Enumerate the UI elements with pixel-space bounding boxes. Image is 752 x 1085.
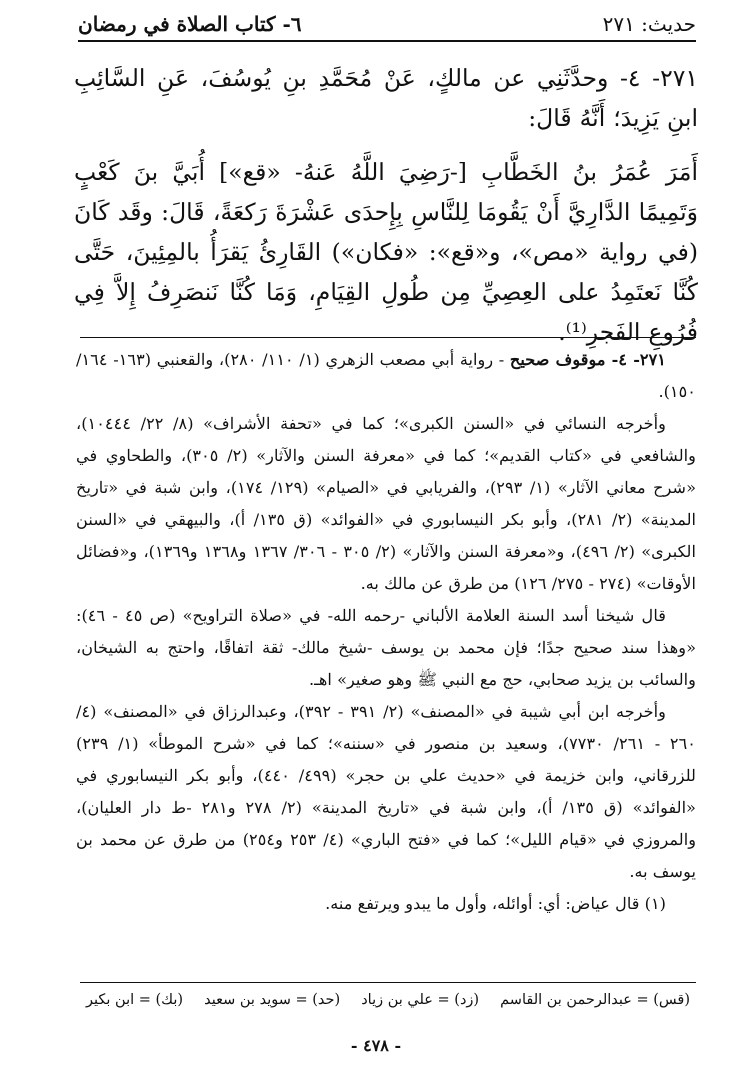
chapter-title: ٦- كتاب الصلاة في رمضان [78, 12, 302, 36]
note-albani-quote: قال شيخنا أسد السنة العلامة الألباني -رحمه الله- في «صلاة التراويح» (ص ٤٥ - ٤٦): «وهذا سند صحيح جدًا؛ فإن محمد بن يوسف -شيخ مالك- ثقة اتفاقًا، واحتج به الشيخان، والسائب بن يزيد صحابي، حج مع النبي ﷺ وهو صغير» اهـ. [76, 606, 696, 689]
abbreviations-key [86, 988, 690, 1012]
hadith-matn-text: أَمَرَ عُمَرُ بنُ الخَطَّابِ [-رَضِيَ اللَّهُ عَنهُ- «قع»] أُبَيَّ بنَ كَعْبٍ وَتَمِيمًا الدَّارِيَّ أَنْ يَقُومَا لِلنَّاسِ بِإِحدَى عَشْرَةَ رَكعَةً، قَالَ: وقَد كَانَ (في رواية «مص»، و«قع»: «فكان») القَارِئُ يَقرَأُ بالمِئِينَ، حَتَّى كُنَّا نَعتَمِدُ على العِصِيِّ مِن طُولِ القِيَامِ، وَمَا كُنَّا نَنصَرِفُ إِلاَّ فِي فُرُوعِ الفَجرِ⁽¹⁾. [74, 158, 698, 346]
commentary-notes [76, 344, 696, 920]
hadith-matn [74, 152, 698, 352]
abbreviations-divider [80, 982, 696, 983]
note-takhrij-2: وأخرجه ابن أبي شيبة في «المصنف» (٢/ ٣٩١ - ٣٩٢)، وعبدالرزاق في «المصنف» (٤/ ٢٦٠ - ٢٦١/ ٧٧٣٠)، وسعيد بن منصور في «سننه»؛ كما في «شرح الموطأ» (١/ ٢٣٩) للزرقاني، وابن خزيمة في «حديث علي بن حجر» (٤٩٩/ ٤٤٠)، وأبو بكر النيسابوري في «الفوائد» (ق ١٣٥/ أ)، وابن شبة في «تاريخ المدينة» (٢/ ٢٧٨ و٢٨١ -ط دار العليان)، والمروزي في «قيام الليل»؛ كما في «فتح الباري» (٤/ ٢٥٣ و٢٥٤) من طرق عن محمد بن يوسف به. [76, 702, 697, 881]
abbreviation-zd: (زد) = علي بن زياد [361, 992, 480, 1008]
notes-divider [80, 337, 696, 338]
running-header [78, 8, 696, 42]
hadith-chain [74, 58, 698, 138]
hadith-number-label: حديث: ٢٧١ [602, 12, 696, 36]
abbreviation-bk: (بك) = ابن بكير [86, 992, 184, 1008]
note-takhrij-1: وأخرجه النسائي في «السنن الكبرى»؛ كما في «تحفة الأشراف» (٨/ ٢٢/ ١٠٤٤٤)، والشافعي في «كتاب القديم»؛ كما في «معرفة السنن والآثار» (٢/ ٣٠٥)، والطحاوي في «شرح معاني الآثار» (١/ ٢٩٣)، والفريابي في «الصيام» (١٢٩/ ١٧٤)، وابن شبة في «تاريخ المدينة» (٢/ ٢٨١)، وأبو بكر النيسابوري في «الفوائد» (ق ١٣٥/ أ)، والبيهقي في «السنن الكبرى» (٢/ ٤٩٦)، و«معرفة السنن والآثار» (٢/ ٣٠٥ - ٣٠٦/ ١٣٦٧ و١٣٦٨ و١٣٦٩)، و«فضائل الأوقات» (٢٧٤ - ٢٧٥/ ١٢٦) من طرق عن مالك به. [76, 414, 697, 593]
note-grading-rest: - رواية أبي مصعب الزهري (١/ ١١٠/ ٢٨٠)، والقعنبي (١٦٣- ١٦٤/ ١٥٠). [76, 350, 696, 401]
abbreviation-hd: (حد) = سويد بن سعيد [204, 992, 341, 1008]
note-grading-head: ٢٧١- ٤- موقوف صحيح [509, 350, 667, 369]
hadith-chain-text: ٢٧١- ٤- وحدَّثَنِي عن مالكٍ، عَنْ مُحَمَّدِ بنِ يُوسُفَ، عَنِ السَّائِبِ ابنِ يَزِيدَ؛ أَنَّهُ قَالَ: [74, 64, 698, 132]
abbreviation-qs: (قس) = عبدالرحمن بن القاسم [500, 992, 690, 1008]
page-number: - ٤٧٨ - [350, 1036, 402, 1055]
note-grading [76, 344, 696, 408]
footnote-1: (١) قال عياض: أي: أوائله، وأول ما يبدو ويرتفع منه. [325, 894, 666, 913]
